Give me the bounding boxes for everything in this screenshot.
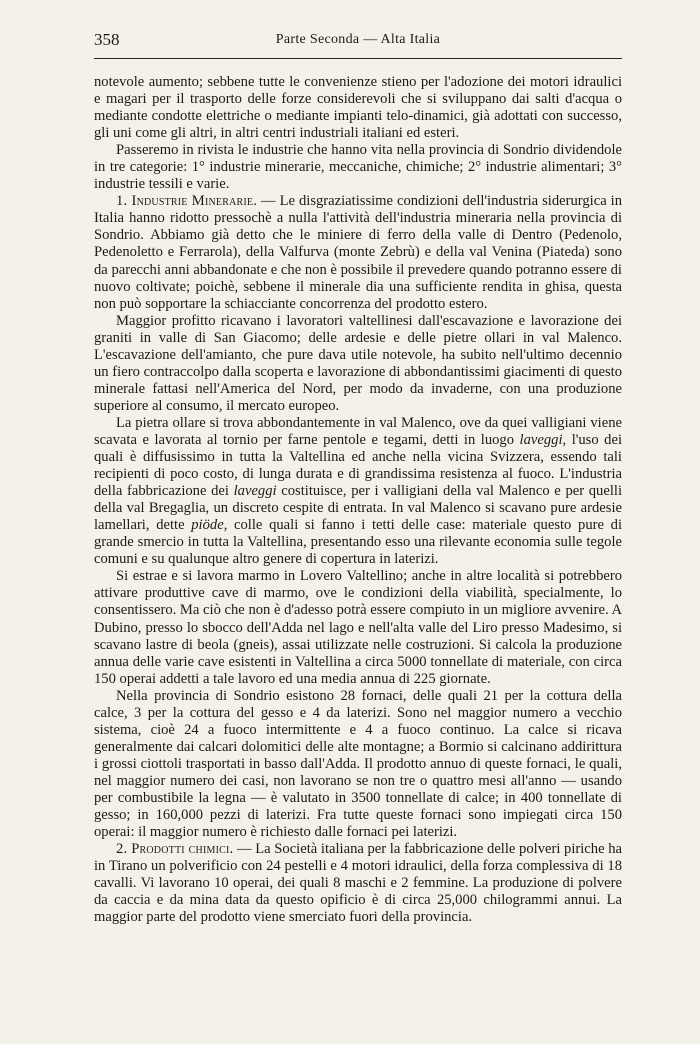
section-heading: 2. Prodotti chimici. (116, 841, 234, 858)
paragraph-text: La pietra ollare si trova abbondantemente in val Malenco, ove da quei valligiani viene scavata e lavorata al tornio per farne pentole e tegami, detti in luogo (94, 414, 622, 448)
paragraph: Maggior profitto ricavano i lavoratori valtellinesi dall'escavazione e lavorazione dei graniti in valle di San Giacomo; delle ardesie e delle pietre ollari in val Malenco. L'escavazione dell'amianto, che pure dava utile notevole, ha subito nell'ultimo decennio un fiero contraccolpo dalla scoperta e lavorazione di abbondantissimi giacimenti di questo minerale fattasi nell'America del Nord, per modo da invaderne, con una produzione superiore al consumo, il mercato europeo. (94, 312, 622, 414)
italic-term: piöde (191, 517, 224, 534)
paragraph: Passeremo in rivista le industrie che hanno vita nella provincia di Sondrio dividendole in tre categorie: 1° industrie minerarie, meccaniche, chimiche; 2° industrie alimentari; 3° industrie tessili e varie. (94, 142, 622, 193)
paragraph-text: , l'uso dei quali è diffusissimo in tutta la Valtellina ed anche nella vicina Svizzera, essendo tali recipienti di poco costo, di lunga durata e di grandissima resistenza al fuoco. L'industria della fabbricazione dei (94, 431, 622, 500)
paragraph: notevole aumento; sebbene tutte le convenienze stieno per l'adozione dei motori idraulici e magari per il trasporto delle forze considerevoli che si sviluppano dai salti d'acqua o mediante condotte elettriche o mediante impianti telo-dinamici, già adottati con successo, gli uni come gli altri, in altri centri industriali italiani ed esteri. (94, 74, 622, 142)
paragraph: Si estrae e si lavora marmo in Lovero Valtellino; anche in altre località si potrebbero attivare produttive cave di marmo, ove le condizioni della viabilità, specialmente, lo consentissero. Ma ciò che non è d'adesso potrà essere compiuto in un migliore avvenire. A Dubino, presso lo sbocco dell'Adda nel lago e nell'alta valle del Liro presso Madesimo, si scavano lastre di beola (gneis), assai utilizzate nelle costruzioni. Si calcola la produzione annua delle varie cave esistenti in Valtellina a circa 5000 tonnellate di materiale, con circa 150 operai addetti a tale lavoro ed una media annua di 225 giornate. (94, 568, 622, 687)
page-number: 358 (94, 30, 120, 49)
italic-term: laveggi (519, 431, 563, 448)
paragraph: Nella provincia di Sondrio esistono 28 fornaci, delle quali 21 per la cottura della calce, 3 per la cottura del gesso e 4 da laterizi. Sono nel maggior numero a vecchio sistema, cioè 24 a fuoco intermittente e 4 a fuoco continuo. La calce si ricava generalmente dai calcari dolomitici delle alte montagne; a Bormio si calcinano addirittura i grossi ciottoli trasportati in basso dall'Adda. Il prodotto annuo di queste fornaci, le quali, nel maggior numero dei casi, non lavorano se non tre o quattro mesi all'anno — usando per combustibile la legna — è valutato in 3500 tonnellate di calce; in 400 tonnellate di gesso; in 160,000 pezzi di laterizi. Fra tutte queste fornaci sono impiegati circa 150 operai: il maggior numero è richiesto dalle fornaci pei laterizi. (94, 687, 622, 841)
body-text (94, 74, 622, 926)
page-header (94, 28, 622, 54)
paragraph-text: — Le disgraziatissime condizioni dell'industria siderurgica in Italia hanno ridotto pressochè a nulla l'attività dell'industria mineraria nella provincia di Sondrio. Abbiamo già detto che le miniere di ferro della valle di Dentro (Pedenolo, Pedenoletto e Ferrarola), della Valfurva (monte Zebrù) e della val Venina (Piateda) sono da parecchi anni abbandonate e che non è possibile il prevedere quando potranno essere di nuovo coltivate; poichè, sebbene il minerale dia una sufficiente rendita in ghisa, questa non può sopportare la schiacciante concorrenza del prodotto estero. (94, 193, 622, 312)
paragraph-text: — La Società italiana per la fabbricazione delle polveri piriche ha in Tirano un polverificio con 24 pestelli e 4 motori idraulici, della forza complessiva di 18 cavalli. Vi lavorano 10 operai, dei quali 8 maschi e 2 femmine. La produzione di polvere da caccia e da mina data da questo opificio è di circa 25,000 chilogrammi annui. La maggior parte del prodotto viene smerciato fuori della provincia. (94, 841, 622, 926)
paragraph (94, 841, 622, 926)
paragraph (94, 415, 622, 568)
paragraph-text: , colle quali si fanno i tetti delle case: materiale questo pure di grande smercio in tutta la Valtellina, presentando esso una rilevante economia sulle tegole comuni e su qualunque altro genere di copertura in laterizi. (94, 517, 622, 568)
paragraph-text: costituisce, per i valligiani della val Malenco e per quelli della val Bregaglia, un discreto cespite di entrata. In val Malenco si scavano pure ardesie lamellari, dette (94, 483, 622, 534)
italic-term: laveggi (233, 483, 277, 500)
paragraph (94, 193, 622, 312)
header-rule (94, 58, 622, 59)
section-heading: 1. Industrie Minerarie. (116, 193, 258, 210)
running-title: Parte Seconda — Alta Italia (275, 32, 441, 47)
